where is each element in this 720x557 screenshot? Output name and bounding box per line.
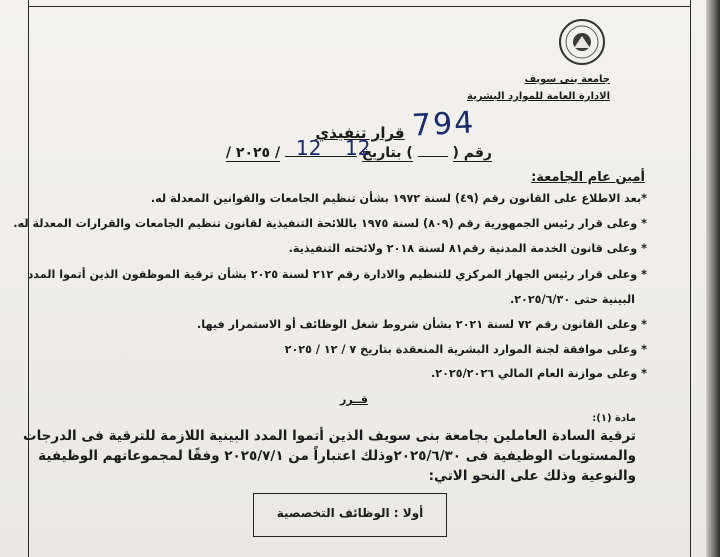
date-year: / ٢٠٢٥ / — [225, 145, 281, 161]
clause-5: * وعلى القانون رقم ٧٢ لسنة ٢٠٢١ بشأن شروط شغل الوظائف أو الاستمرار فيها. — [197, 318, 647, 331]
handwritten-month: 12 — [296, 136, 322, 160]
clause-7: * وعلى موازنة العام المالي ٢٠٢٥/٢٠٢٦. — [431, 367, 647, 380]
article-label: مادة (١): — [592, 413, 636, 424]
scan-edge-shadow — [706, 0, 720, 557]
clause-1: *بعد الاطلاع على القانون رقم (٤٩) لسنة ١٩٧٢ بشأن تنظيم الجامعات والقوانين المعدلة له. — [150, 192, 647, 205]
article-line-3: والنوعية وذلك على النحو الاتي: — [428, 468, 636, 484]
addressee: أمين عام الجامعة: — [531, 170, 645, 185]
handwritten-decision-number: 794 — [411, 105, 477, 144]
clause-4-continued: البينية حتى ٢٠٢٥/٦/٣٠. — [509, 293, 635, 306]
section-box — [253, 493, 447, 537]
handwritten-day: 12 — [345, 136, 371, 160]
clause-2: * وعلى قرار رئيس الجمهورية رقم (٨٠٩) لسنة ١٩٧٥ باللائحة التنفيذية لقانون تنظيم الجامعات والقرارات المعدلة له. — [13, 217, 647, 230]
number-suffix: ) بتاريخ — [361, 145, 413, 161]
article-line-1: ترقية السادة العاملين بجامعة بنى سويف الذين أتموا المدد البينية اللازمة للترقية فى الدرجات — [23, 428, 636, 444]
department-name: الادارة العامة للموارد البشرية — [467, 91, 610, 102]
clause-6: * وعلى موافقة لجنة الموارد البشرية المنعقدة بتاريخ ٧ / ١٢ / ٢٠٢٥ — [284, 343, 647, 356]
section-label: أولا : الوظائف التخصصية — [276, 506, 424, 520]
article-line-2: والمستويات الوظيفية فى ٢٠٢٥/٦/٣٠وذلك اعتباراً من ٢٠٢٥/٧/١ وفقًا لمجموعاتهم الوظيفية — [38, 448, 636, 464]
frame-top-line — [28, 6, 690, 7]
university-name: جامعة بنى سويف — [524, 74, 610, 85]
university-seal-icon — [558, 18, 606, 66]
decree-heading: قــرر — [340, 393, 368, 406]
clause-4: * وعلى قرار رئيس الجهاز المركزي للتنظيم والادارة رقم ٢١٢ لسنة ٢٠٢٥ بشأن ترقية الموظفون الذين أتموا المدد — [27, 268, 647, 281]
number-prefix: رقم ( — [452, 145, 492, 161]
clause-3: * وعلى قانون الخدمة المدنية رقم٨١ لسنة ٢٠١٨ ولائحته التنفيذية. — [288, 242, 647, 255]
frame-right-line — [690, 0, 691, 557]
decision-title: قرار تنفيذي — [315, 124, 405, 142]
